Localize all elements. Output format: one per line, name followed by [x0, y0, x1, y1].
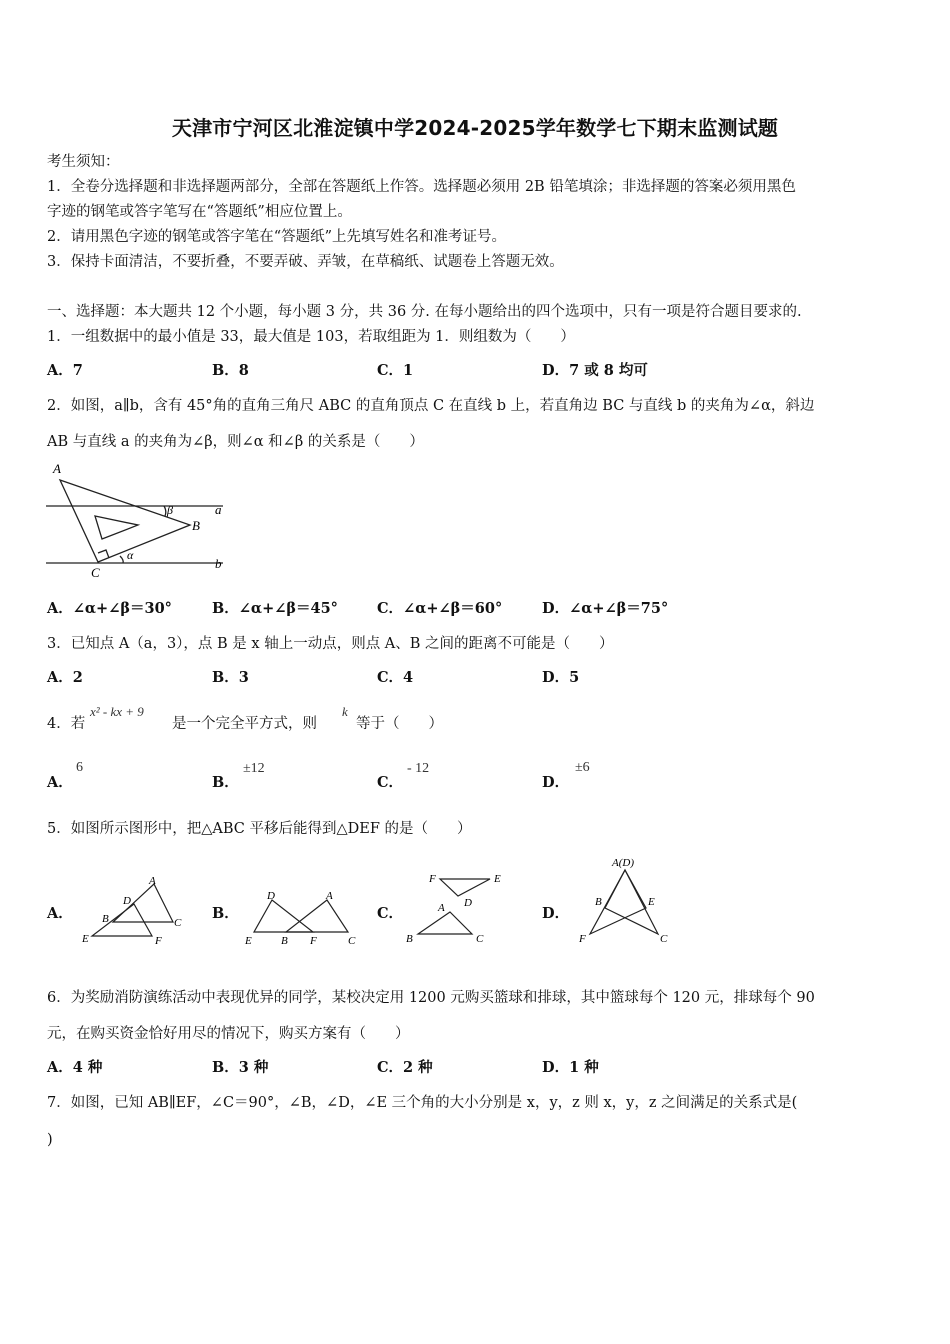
q4-option-b-value: ±12	[243, 761, 265, 776]
label-B: B	[192, 518, 200, 533]
q5-figure-a	[78, 872, 188, 952]
fig-c-label-A: A	[438, 902, 445, 914]
fig-c-label-E: E	[494, 873, 501, 885]
fig-b-label-A: A	[326, 890, 333, 902]
q5-figure-b	[240, 880, 365, 950]
q2-stem-a: 2．如图，a∥b，含有 45°角的直角三角尺 ABC 的直角顶点 C 在直线 b 上，若直角边 BC 与直线 b 的夹角为∠α，斜边	[47, 398, 815, 414]
q5-option-b-letter: B．	[212, 905, 239, 922]
q2-figure	[40, 458, 235, 583]
q5-option-c-letter: C．	[377, 905, 404, 922]
label-a: a	[215, 502, 222, 517]
fig-c-triangle-fed	[440, 879, 490, 896]
q5-option-d-letter: D．	[542, 905, 570, 922]
notice-line-2: 2．请用黑色字迹的钢笔或答字笔在“答题纸”上先填写姓名和准考证号。	[47, 229, 507, 245]
q7-stem-a: 7．如图，已知 AB∥EF，∠C＝90°，∠B，∠D，∠E 三个角的大小分别是 x，y，z 则 x，y，z 之间满足的关系式是(	[47, 1095, 798, 1111]
fig-a-label-B: B	[102, 913, 109, 925]
fig-b-triangle-def	[254, 900, 313, 932]
q4-k: k	[342, 704, 348, 719]
fig-b-triangle-abc	[286, 900, 348, 932]
q6-stem-a: 6．为奖励消防演练活动中表现优异的同学，某校决定用 1200 元购买篮球和排球，其中篮球每个 120 元，排球每个 90	[47, 990, 815, 1006]
q3-stem: 3．已知点 A（a，3），点 B 是 x 轴上一动点，则点 A、B 之间的距离不可能是（ ）	[47, 636, 614, 652]
q6-stem-b: 元，在购买资金恰好用尽的情况下，购买方案有（ ）	[47, 1026, 410, 1042]
inner-triangle	[95, 516, 138, 539]
q2-option-a: A．∠α+∠β＝30°	[47, 600, 172, 617]
q4-option-b-letter: B．	[212, 774, 239, 791]
fig-b-label-E: E	[245, 935, 252, 947]
fig-b-label-B: B	[281, 935, 288, 947]
q4-option-c-letter: C．	[377, 774, 404, 791]
fig-c-label-D: D	[464, 897, 472, 909]
triangle-abc	[60, 480, 190, 562]
q4-prefix: 4．若	[47, 716, 86, 732]
fig-a-label-D: D	[123, 895, 131, 907]
q5-option-a-letter: A．	[47, 905, 73, 922]
q5-figure-c	[400, 862, 510, 947]
section-heading: 一、选择题：本大题共 12 个小题，每小题 3 分，共 36 分. 在每小题给出的四个选项中，只有一项是符合题目要求的.	[47, 304, 802, 320]
fig-b-label-D: D	[267, 890, 275, 902]
fig-c-label-C: C	[476, 933, 484, 945]
fig-a-label-A: A	[149, 875, 156, 887]
q1-option-b: B．8	[212, 362, 249, 379]
fig-b-label-F: F	[310, 935, 317, 947]
fig-a-triangle-def	[92, 904, 152, 936]
q1-option-d: D．7 或 8 均可	[542, 362, 648, 379]
q5-figure-d	[570, 852, 680, 947]
notice-heading: 考生须知：	[47, 154, 120, 170]
fig-d-label-F: F	[579, 933, 586, 945]
q2-stem-b: AB 与直线 a 的夹角为∠β，则∠α 和∠β 的关系是（ ）	[47, 434, 424, 450]
fig-c-label-F: F	[429, 873, 436, 885]
alpha-arc	[120, 556, 123, 563]
page-title: 天津市宁河区北淮淀镇中学2024-2025学年数学七下期末监测试题	[171, 116, 779, 140]
right-angle-mark	[98, 550, 109, 558]
q7-stem-b: )	[47, 1132, 53, 1148]
q6-option-c: C．2 种	[377, 1059, 433, 1076]
q4-option-d-value: ±6	[575, 760, 590, 775]
label-A: A	[53, 461, 61, 476]
q3-option-d: D．5	[542, 669, 580, 686]
q4-middle: 是一个完全平方式，则	[172, 716, 317, 732]
q5-stem: 5．如图所示图形中，把△ABC 平移后能得到△DEF 的是（ ）	[47, 821, 472, 837]
label-C: C	[91, 565, 100, 580]
fig-b-label-C: C	[348, 935, 356, 947]
notice-line-1a: 1．全卷分选择题和非选择题两部分，全部在答题纸上作答。选择题必须用 2B 铅笔填涂；非选择题的答案必须用黑色	[47, 179, 796, 195]
q3-option-a: A．2	[47, 669, 83, 686]
q4-suffix: 等于（ ）	[356, 716, 443, 732]
notice-line-3: 3．保持卡面清洁，不要折叠，不要弄破、弄皱，在草稿纸、试题卷上答题无效。	[47, 254, 564, 270]
q6-option-d: D．1 种	[542, 1059, 599, 1076]
fig-a-label-F: F	[155, 935, 162, 947]
q2-option-c: C．∠α+∠β＝60°	[377, 600, 503, 617]
q4-option-c-value: - 12	[407, 761, 430, 776]
q4-expression: x² - kx + 9	[90, 704, 144, 719]
q1-option-c: C．1	[377, 362, 414, 379]
notice-line-1b: 字迹的钢笔或答字笔写在“答题纸”相应位置上。	[47, 204, 352, 220]
fig-d-label-C: C	[660, 933, 668, 945]
fig-a-label-E: E	[82, 933, 89, 945]
label-alpha: α	[127, 548, 134, 562]
q4-option-a-letter: A．	[47, 774, 73, 791]
fig-a-triangle-abc	[113, 884, 173, 922]
q1-option-a: A．7	[47, 362, 83, 379]
beta-arc	[164, 506, 166, 516]
q4-option-a-value: 6	[76, 760, 83, 775]
q1-stem: 1．一组数据中的最小值是 33，最大值是 103，若取组距为 1．则组数为（ ）	[47, 329, 575, 345]
fig-d-label-E: E	[648, 896, 655, 908]
fig-d-label-B: B	[595, 896, 602, 908]
q3-option-c: C．4	[377, 669, 414, 686]
q2-option-b: B．∠α+∠β＝45°	[212, 600, 338, 617]
q2-option-d: D．∠α+∠β＝75°	[542, 600, 669, 617]
fig-a-label-C: C	[174, 917, 182, 929]
q6-option-b: B．3 种	[212, 1059, 269, 1076]
fig-c-label-B: B	[406, 933, 413, 945]
q3-option-b: B．3	[212, 669, 249, 686]
label-b: b	[215, 556, 222, 571]
label-beta: β	[167, 503, 173, 517]
q6-option-a: A．4 种	[47, 1059, 103, 1076]
q4-option-d-letter: D．	[542, 774, 570, 791]
fig-c-triangle-abc	[418, 912, 472, 934]
fig-d-label-AD: A(D)	[612, 857, 634, 869]
